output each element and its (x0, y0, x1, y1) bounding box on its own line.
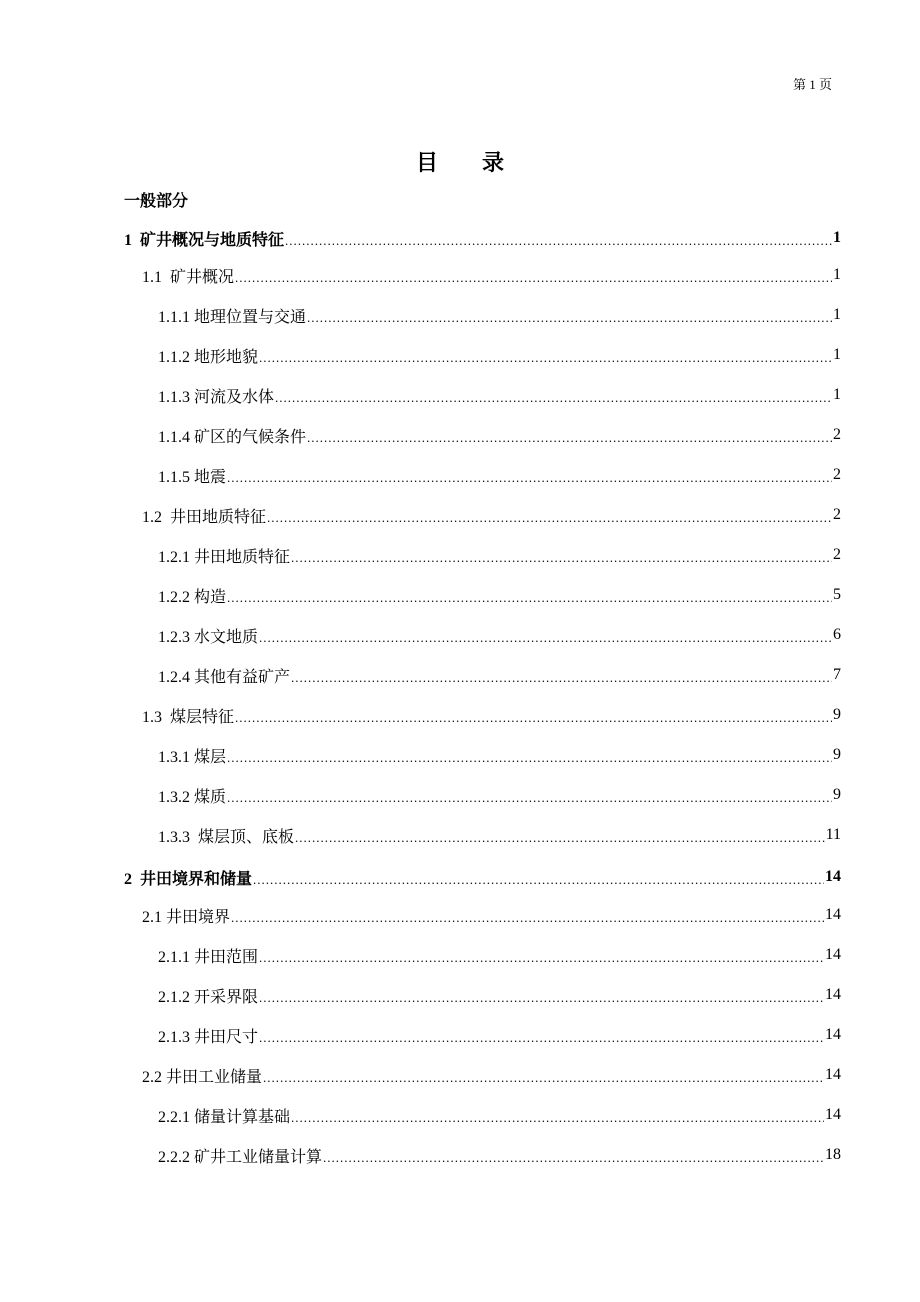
toc-entry-label: 2.1.3 井田尺寸 (158, 1028, 259, 1046)
toc-entry-label: 2.1.1 井田范围 (158, 948, 259, 966)
toc-entry-page: 14 (825, 1106, 841, 1123)
toc-entry[interactable] (142, 495, 841, 535)
toc-dot-leader (291, 550, 832, 566)
toc-entry[interactable] (158, 1135, 841, 1175)
toc-entry-page: 2 (833, 426, 841, 443)
toc-entry-label: 2.1 井田境界 (142, 908, 231, 926)
toc-entry[interactable] (158, 335, 841, 375)
toc-entry[interactable] (158, 415, 841, 455)
toc-entry[interactable] (158, 1095, 841, 1135)
toc-dot-leader (323, 1150, 824, 1166)
toc-entry[interactable] (158, 655, 841, 695)
toc-entry-label: 1.1 矿井概况 (142, 268, 235, 286)
toc-entry[interactable] (158, 735, 841, 775)
toc-entry[interactable] (158, 535, 841, 575)
toc-dot-leader (235, 710, 832, 726)
toc-entry-label: 1.3.1 煤层 (158, 748, 227, 766)
toc-entry[interactable] (158, 375, 841, 415)
toc-entry-label: 1.3.2 煤质 (158, 788, 227, 806)
toc-dot-leader (307, 310, 832, 326)
toc-entry[interactable] (158, 935, 841, 975)
toc-dot-leader (291, 670, 832, 686)
toc-entry-page: 6 (833, 626, 841, 643)
toc-entry[interactable] (124, 218, 841, 258)
toc-title: 目录 (415, 150, 548, 175)
toc-entry-label: 1.1.4 矿区的气候条件 (158, 428, 307, 446)
toc-dot-leader (259, 950, 824, 966)
toc-entry-label: 2 井田境界和储量 (124, 870, 253, 888)
toc-entry-page: 14 (825, 906, 841, 923)
toc-entry-label: 2.1.2 开采界限 (158, 988, 259, 1006)
toc-entry[interactable] (158, 815, 841, 855)
toc-dot-leader (235, 270, 832, 286)
toc-entry-label: 2.2.2 矿井工业储量计算 (158, 1148, 323, 1166)
toc-dot-leader (275, 390, 832, 406)
toc-entry-page: 1 (833, 346, 841, 363)
toc-dot-leader (253, 872, 824, 888)
toc-entry-label: 1.2.4 其他有益矿产 (158, 668, 291, 686)
toc-entry-page: 14 (825, 868, 841, 885)
toc-entry-label: 1.2.2 构造 (158, 588, 227, 606)
toc-dot-leader (259, 1030, 824, 1046)
toc-entry-page: 2 (833, 466, 841, 483)
toc-entry[interactable] (158, 975, 841, 1015)
page-number: 第 1 页 (792, 77, 832, 92)
toc-entry[interactable] (158, 1015, 841, 1055)
toc-entry-page: 2 (833, 506, 841, 523)
toc-entry-page: 9 (833, 746, 841, 763)
toc-entry-page: 1 (833, 386, 841, 403)
toc-entry-label: 2.2 井田工业储量 (142, 1068, 263, 1086)
toc-entry-page: 9 (833, 706, 841, 723)
toc-dot-leader (263, 1070, 824, 1086)
toc-entry-page: 14 (825, 946, 841, 963)
toc-dot-leader (227, 590, 832, 606)
toc-dot-leader (259, 350, 832, 366)
toc-entry-page: 1 (833, 229, 841, 246)
toc-entry-label: 1.2 井田地质特征 (142, 508, 267, 526)
toc-entry-page: 7 (833, 666, 841, 683)
toc-entry[interactable] (158, 775, 841, 815)
toc-entry-label: 1.2.3 水文地质 (158, 628, 259, 646)
toc-entry-page: 18 (825, 1146, 841, 1163)
toc-dot-leader (227, 470, 832, 486)
toc-entry-label: 1.3 煤层特征 (142, 708, 235, 726)
section-heading: 一般部分 (124, 193, 189, 210)
toc-entry-label: 1.2.1 井田地质特征 (158, 548, 291, 566)
toc-entry[interactable] (158, 295, 841, 335)
toc-entry-page: 14 (825, 986, 841, 1003)
toc-dot-leader (227, 750, 832, 766)
toc-entry-page: 2 (833, 546, 841, 563)
toc-entry-label: 1.1.2 地形地貌 (158, 348, 259, 366)
toc-dot-leader (295, 830, 825, 846)
toc-entry[interactable] (158, 575, 841, 615)
toc-dot-leader (231, 910, 824, 926)
toc-dot-leader (227, 790, 832, 806)
toc-entry[interactable] (158, 455, 841, 495)
toc-entry-label: 1.1.3 河流及水体 (158, 388, 275, 406)
toc-entry[interactable] (142, 895, 841, 935)
toc-dot-leader (307, 430, 832, 446)
toc-entry-page: 14 (825, 1066, 841, 1083)
toc-entry-label: 1 矿井概况与地质特征 (124, 231, 285, 249)
toc-entry[interactable] (158, 615, 841, 655)
toc-entry-page: 9 (833, 786, 841, 803)
toc-entry[interactable] (124, 857, 841, 897)
toc-entry-label: 2.2.1 储量计算基础 (158, 1108, 291, 1126)
toc-dot-leader (267, 510, 832, 526)
toc-entry-page: 11 (825, 826, 841, 843)
toc-entry-page: 5 (833, 586, 841, 603)
toc-entry[interactable] (142, 695, 841, 735)
toc-entry-label: 1.1.5 地震 (158, 468, 227, 486)
toc-dot-leader (291, 1110, 824, 1126)
toc-dot-leader (285, 233, 832, 249)
toc-entry[interactable] (142, 1055, 841, 1095)
toc-dot-leader (259, 990, 824, 1006)
toc-entry-page: 1 (833, 266, 841, 283)
toc-entry-label: 1.1.1 地理位置与交通 (158, 308, 307, 326)
toc-entry-page: 14 (825, 1026, 841, 1043)
toc-dot-leader (259, 630, 832, 646)
toc-entry[interactable] (142, 255, 841, 295)
toc-entry-page: 1 (833, 306, 841, 323)
toc-entry-label: 1.3.3 煤层顶、底板 (158, 828, 295, 846)
